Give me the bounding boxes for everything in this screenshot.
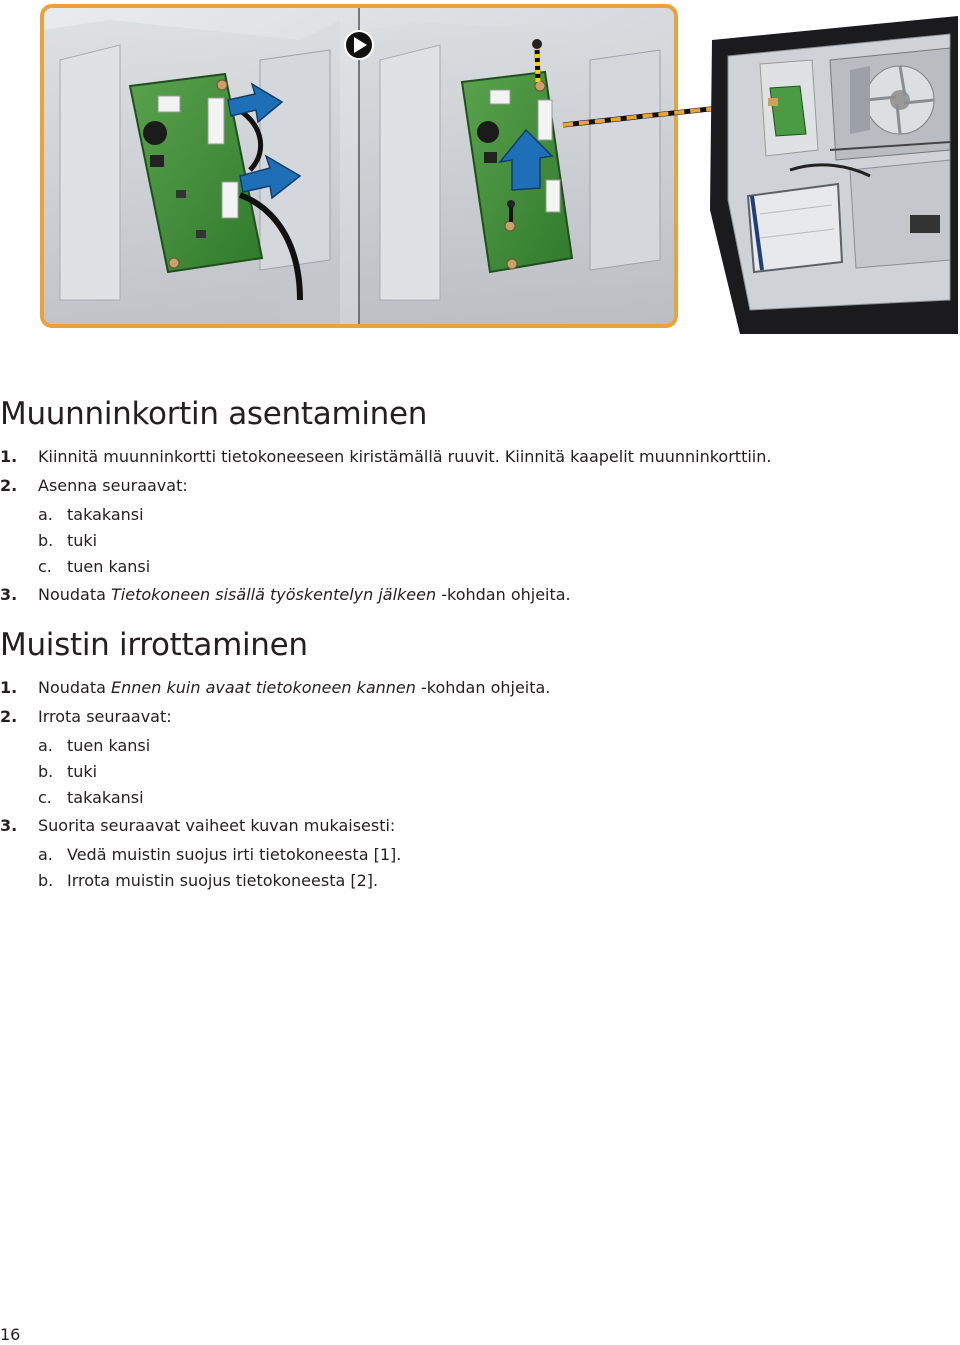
substep-letter: a.	[38, 505, 53, 524]
step-text-suffix: -kohdan ohjeita.	[415, 678, 551, 697]
step-number: 2.	[0, 707, 18, 726]
substep-letter: c.	[38, 788, 52, 807]
step-item	[0, 703, 940, 811]
step-list	[0, 443, 940, 609]
section-remove-memory	[0, 623, 940, 894]
step-number: 1.	[0, 678, 18, 697]
substep-list	[38, 733, 940, 811]
cross-reference: Ennen kuin avaat tietokoneen kannen	[111, 678, 416, 697]
substep-letter: b.	[38, 531, 54, 550]
section-title: Muunninkortin asentaminen	[0, 396, 428, 432]
step-text: Suorita seuraavat vaiheet kuvan mukaisesti:	[38, 816, 396, 835]
step-text: Noudata	[38, 678, 112, 697]
substep-letter: c.	[38, 557, 52, 576]
step-number: 3.	[0, 816, 18, 835]
play-icon	[345, 31, 373, 59]
illustration	[0, 0, 960, 340]
substep-item	[38, 733, 940, 759]
substep-item	[38, 842, 940, 868]
substep-item	[38, 528, 940, 554]
converter-board-illustration	[0, 0, 960, 340]
substep-text: tuen kansi	[67, 557, 151, 576]
substep-text: tuki	[67, 762, 98, 781]
substep-text: Irrota muistin suojus tietokoneesta [2].	[67, 871, 379, 890]
substep-list	[38, 502, 940, 580]
step-item	[0, 581, 940, 609]
substep-text: tuki	[67, 531, 98, 550]
computer-overview	[710, 16, 958, 334]
substep-text: Vedä muistin suojus irti tietokoneesta [1].	[67, 845, 402, 864]
substep-item	[38, 502, 940, 528]
step-number: 2.	[0, 476, 18, 495]
substep-item	[38, 868, 940, 894]
step-text: Asenna seuraavat:	[38, 476, 188, 495]
cross-reference: Tietokoneen sisällä työskentelyn jälkeen	[111, 585, 437, 604]
step-item	[0, 674, 940, 702]
step-list	[0, 674, 940, 894]
section-title: Muistin irrottaminen	[0, 627, 308, 663]
substep-letter: b.	[38, 762, 54, 781]
step-text: Kiinnitä muunninkortti tietokoneeseen kiristämällä ruuvit. Kiinnitä kaapelit muunninkorttiin.	[38, 447, 772, 466]
step-number: 3.	[0, 585, 18, 604]
substep-text: takakansi	[67, 505, 144, 524]
document-body	[0, 392, 940, 894]
substep-text: takakansi	[67, 788, 144, 807]
substep-letter: b.	[38, 871, 54, 890]
substep-letter: a.	[38, 845, 53, 864]
step-text: Irrota seuraavat:	[38, 707, 172, 726]
substep-letter: a.	[38, 736, 53, 755]
step-number: 1.	[0, 447, 18, 466]
substep-text: tuen kansi	[67, 736, 151, 755]
substep-item	[38, 759, 940, 785]
step-text-suffix: -kohdan ohjeita.	[436, 585, 571, 604]
substep-item	[38, 554, 940, 580]
step-item	[0, 443, 940, 471]
section-install-converter-board	[0, 392, 940, 609]
step-item	[0, 812, 940, 894]
substep-list	[38, 842, 940, 894]
page-number: 16	[0, 1325, 21, 1344]
step-item	[0, 472, 940, 580]
step-text: Noudata	[38, 585, 112, 604]
substep-item	[38, 785, 940, 811]
